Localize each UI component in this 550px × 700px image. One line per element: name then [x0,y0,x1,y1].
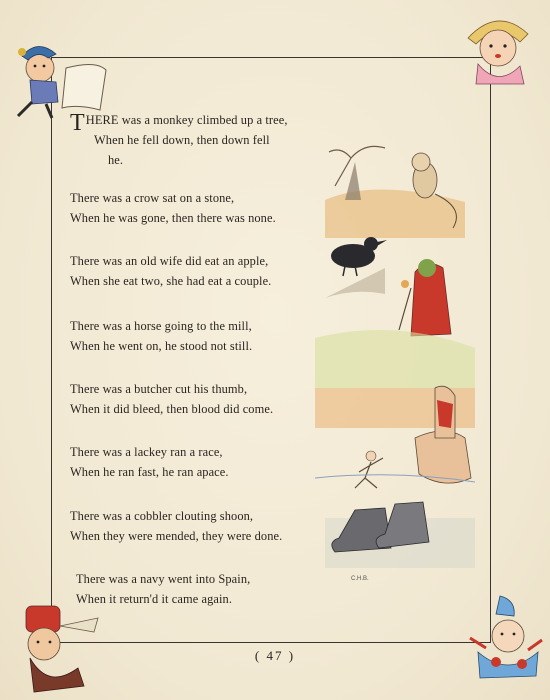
verse-horse [70,316,320,356]
verse-line: When he fell down, then down fell [94,133,270,147]
monkey-illustration [325,146,465,238]
verse-cobbler [70,506,320,546]
verse-line: There was an old wife did eat an apple, [70,254,269,268]
verse-line: he. [108,153,124,167]
verse-line: There was a horse going to the mill, [70,319,252,333]
verse-line: There was a butcher cut his thumb, [70,382,248,396]
jester-figure-top-left [8,30,108,120]
verse-crow [70,188,320,228]
verse-old-wife [70,251,320,291]
clown-figure-bottom-right [456,590,546,690]
verse-line: When it did bleed, then blood did come. [70,402,274,416]
verse-line: There was a cobbler clouting shoon, [70,509,254,523]
illustration-column [315,138,475,588]
field-landscape [315,330,475,388]
verse-line: When it return'd it came again. [76,592,233,606]
verse-line: When she eat two, she had eat a couple. [70,274,272,288]
verse-navy [76,569,326,609]
verse-lackey [70,442,320,482]
child-figure-top-right [458,8,538,88]
drop-cap: T [70,110,85,136]
verse-line: THERE was a monkey climbed up a tree, [70,110,288,136]
verse-line: When he was gone, then there was none. [70,211,276,225]
verse-line: There was a lackey ran a race, [70,445,223,459]
verse-line: There was a navy went into Spain, [76,572,251,586]
page-number: ( 47 ) [254,648,296,663]
illustrator-signature: C.H.B. [351,576,369,582]
verse-line: When he ran fast, he ran apace. [70,465,229,479]
verse-line: There was a crow sat on a stone, [70,191,235,205]
verse-line: When they were mended, they were done. [70,529,283,543]
boots-illustration [325,502,475,582]
crow-illustration [325,237,387,298]
verse-line: When he went on, he stood not still. [70,339,253,353]
old-wife-illustration [399,259,451,336]
drummer-figure-bottom-left [8,598,108,698]
verse-butcher [70,379,320,419]
